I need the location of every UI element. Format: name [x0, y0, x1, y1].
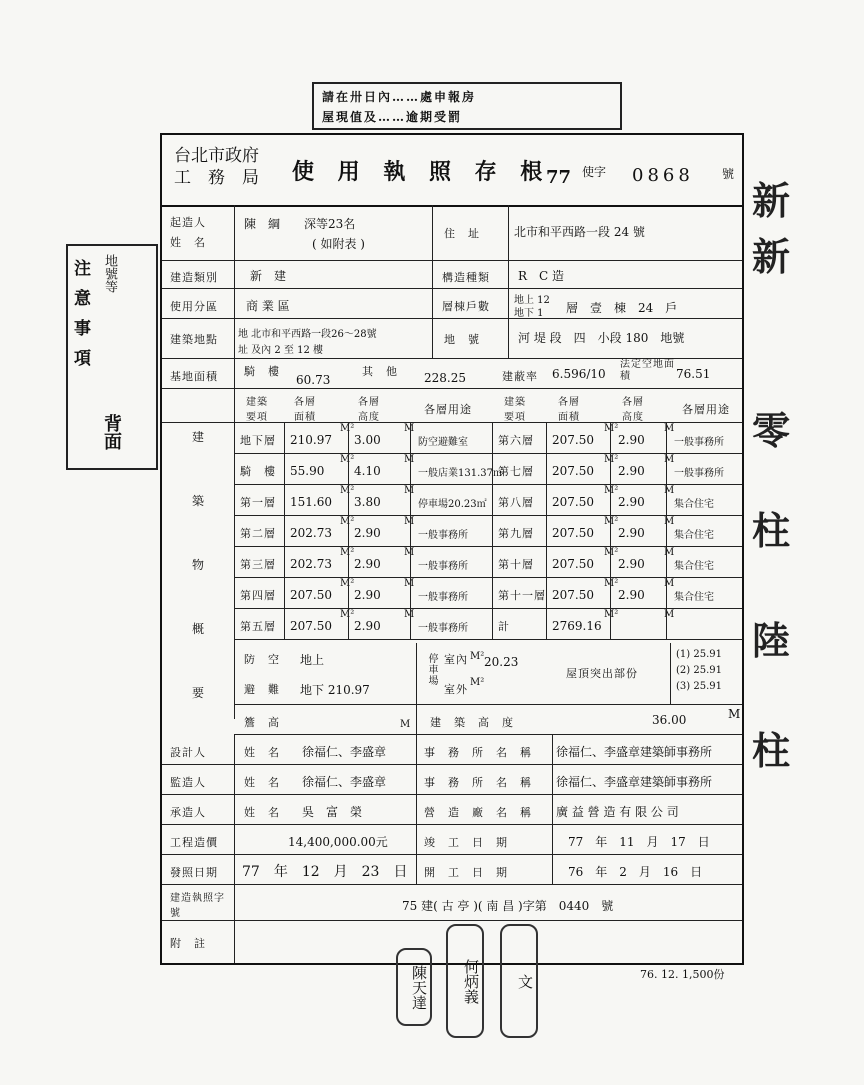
floor-use: 一般事務所: [418, 623, 468, 634]
floor-row: [234, 578, 742, 609]
floor-use: 集合住宅: [674, 499, 714, 510]
floor-use: 一般事務所: [418, 561, 468, 572]
seal-chen: 陳天達: [396, 948, 432, 1026]
note-char: 事: [74, 319, 91, 339]
roof-2: (2) 25.91: [676, 665, 722, 676]
handwriting-char: 零: [752, 408, 791, 453]
floor-use: 一般事務所: [418, 592, 468, 603]
unit-m2: M²: [340, 485, 355, 496]
structure-label: 構造種類: [442, 271, 490, 284]
permit-value: 75 建( 古 亭 )( 南 昌 )字第 0440 號: [402, 899, 614, 913]
side-label: 建: [192, 430, 205, 444]
floor-area: 2769.16: [552, 619, 602, 633]
supervisor-row: [162, 765, 742, 795]
zone-row: [162, 289, 742, 319]
floor-area: 207.50: [552, 495, 594, 509]
unit-m: M: [664, 423, 675, 434]
hdr-use: 各層用途: [424, 403, 472, 416]
unit-m2: M²: [604, 609, 619, 620]
floor-name: 第九層: [498, 527, 534, 540]
name-label: 姓 名: [244, 746, 280, 759]
handwriting-char: 新: [752, 178, 791, 223]
floor-area: 202.73: [290, 526, 332, 540]
permit-row: [162, 885, 742, 921]
unit-m: M: [404, 578, 415, 589]
seal-wen: 文: [500, 924, 538, 1038]
print-note: 76. 12. 1,500份: [640, 968, 725, 981]
far-value: 6.596/10: [552, 367, 606, 381]
floor-name: 地下層: [240, 434, 276, 447]
handwriting-char: 陸: [752, 618, 791, 663]
eave-row: [234, 705, 742, 735]
unit-m: M: [404, 547, 415, 558]
floor-area: 207.50: [552, 464, 594, 478]
unit-m: M: [664, 547, 675, 558]
floor-use: 一般事務所: [674, 437, 724, 448]
contractor-name: 吳 富 榮: [302, 805, 363, 819]
floor-use: 停車場20.23㎡: [418, 499, 487, 510]
builder-label: 起造人 姓 名: [170, 216, 206, 249]
floor-height: 2.90: [618, 464, 645, 478]
floor-name: 第八層: [498, 496, 534, 509]
unit-m2: M²: [340, 423, 355, 434]
floor-name: 第七層: [498, 465, 534, 478]
unit-m2: M²: [340, 454, 355, 465]
floor-row: [234, 516, 742, 547]
unit-m2: M²: [604, 423, 619, 434]
unit-m2: M²: [604, 578, 619, 589]
floor-height: 2.90: [618, 526, 645, 540]
supervisor-label: 監造人: [170, 776, 206, 789]
shelter-above: 地上: [300, 653, 325, 667]
floor-name: 騎 樓: [240, 465, 276, 478]
shelter-label-2: 避 難: [244, 683, 280, 696]
side-label: 築: [192, 494, 205, 508]
floor-area: 207.50: [552, 588, 594, 602]
side-note-back: 背面: [101, 414, 122, 450]
zone-label: 使用分區: [170, 300, 218, 313]
unit-m: M: [400, 719, 411, 730]
unit-m2: M²: [340, 547, 355, 558]
floor-area: 55.90: [290, 464, 325, 478]
unit-m2: M²: [340, 609, 355, 620]
floor-header-row: [162, 389, 742, 423]
floors-label: 層棟戶數: [442, 300, 490, 313]
unit-m: M: [404, 609, 415, 620]
hdr-item: 建築要項: [246, 397, 268, 423]
site-label: 建築地點: [170, 333, 218, 346]
unit-m: M: [664, 454, 675, 465]
floor-area: 207.50: [552, 557, 594, 571]
name-label: 姓 名: [244, 806, 280, 819]
unit-m2: M²: [470, 651, 485, 662]
unit-m2: M²: [604, 454, 619, 465]
floor-use: 一般事務所: [674, 468, 724, 479]
floor-use: 集合住宅: [674, 561, 714, 572]
suffix: 號: [722, 167, 735, 181]
side-note-box: [66, 244, 158, 470]
side-label: 概: [192, 622, 205, 636]
floor-row: [234, 609, 742, 640]
note-char: 意: [74, 289, 91, 309]
base-area-row: [162, 359, 742, 389]
floor-name: 第三層: [240, 558, 276, 571]
floor-height: 2.90: [618, 433, 645, 447]
cost-value: 14,400,000.00元: [288, 835, 388, 849]
hdr-item: 建築要項: [504, 397, 526, 423]
unit-m2: M²: [470, 677, 485, 688]
indoor-value: 20.23: [484, 655, 519, 669]
unit-m: M: [728, 707, 741, 721]
handwriting-char: 新: [752, 234, 791, 279]
name-label: 姓 名: [244, 776, 280, 789]
floor-area: 210.97: [290, 433, 332, 447]
floor-row: [234, 547, 742, 578]
floor-area: 207.50: [552, 526, 594, 540]
unit-m: M: [404, 485, 415, 496]
unit-m: M: [664, 578, 675, 589]
contractor-office: 廣 益 營 造 有 限 公 司: [556, 805, 679, 819]
header: [162, 135, 742, 207]
floor-height: 2.90: [354, 588, 381, 602]
roof-1: (1) 25.91: [676, 649, 722, 660]
done-date: 77 年 11 月 17 日: [568, 835, 710, 849]
designer-office: 徐福仁、李盛章建築師事務所: [556, 745, 713, 759]
floor-height: 2.90: [354, 557, 381, 571]
unit-m2: M²: [604, 485, 619, 496]
floor-use: 集合住宅: [674, 530, 714, 541]
supervisor-office: 徐福仁、李盛章建築師事務所: [556, 775, 713, 789]
address-value: 北市和平西路一段 24 號: [514, 225, 645, 239]
floor-use: 防空避難室: [418, 437, 468, 448]
arcade-label: 騎 樓: [244, 365, 280, 378]
floor-row: [234, 454, 742, 485]
note-char: 項: [74, 349, 91, 369]
supervisor-name: 徐福仁、李盛章: [302, 775, 387, 789]
notice-stamp: [312, 82, 622, 130]
floors-below: 地下 1: [514, 308, 544, 319]
side-labels: [192, 405, 204, 725]
roof-3: (3) 25.91: [676, 681, 722, 692]
stamp-line-2: 屋現值及……逾期受罰: [322, 110, 463, 124]
handwriting-char: 柱: [752, 728, 791, 773]
floor-height: 2.90: [618, 495, 645, 509]
floor-use: 一般事務所: [418, 530, 468, 541]
hdr-area: 各層面積: [294, 397, 316, 423]
outdoor-label: 室外: [444, 683, 468, 696]
floor-height: 2.90: [354, 526, 381, 540]
unit-m2: M²: [604, 516, 619, 527]
address-label: 住 址: [444, 227, 480, 240]
arcade-value: 60.73: [296, 373, 331, 387]
builder-name: 陳 綱 深等23名: [244, 217, 356, 231]
floor-height: 2.90: [618, 557, 645, 571]
remark-label: 附 註: [170, 937, 206, 950]
floor-area: 202.73: [290, 557, 332, 571]
zone-value: 商 業 區: [246, 299, 290, 313]
floor-name: 第四層: [240, 589, 276, 602]
floor-name: 第五層: [240, 620, 276, 633]
floor-use: 一般店業131.37㎡: [418, 468, 503, 479]
unit-m: M: [404, 454, 415, 465]
office-label: 事 務 所 名 稱: [424, 776, 532, 789]
doc-title: 使 用 執 照 存 根: [292, 159, 551, 185]
contractor-row: [162, 795, 742, 825]
contractor-label: 承造人: [170, 806, 206, 819]
issuer: 台北市政府 工 務 局: [174, 146, 259, 188]
permit-number: 0868: [632, 165, 694, 186]
floor-name: 第一層: [240, 496, 276, 509]
unit-m: M: [664, 516, 675, 527]
parking-label: 停車場: [426, 653, 437, 686]
floor-name: 第二層: [240, 527, 276, 540]
side-note-text: 地號等: [102, 254, 117, 293]
eave-label: 簷 高: [244, 716, 280, 729]
unit-m2: M²: [340, 516, 355, 527]
issue-label: 發照日期: [170, 866, 218, 879]
site-line-1: 地 北市和平西路一段26～28號: [238, 329, 377, 340]
floor-area: 207.50: [552, 433, 594, 447]
unit-m: M: [404, 516, 415, 527]
base-area-label: 基地面積: [170, 370, 218, 383]
floors-unit: 層 壹 棟 24 戶: [566, 301, 678, 315]
floor-area: 151.60: [290, 495, 332, 509]
floor-row: [234, 423, 742, 454]
side-note-title: [74, 254, 92, 374]
shelter-below: 地下 210.97: [300, 683, 370, 697]
builder-note: ( 如附表 ): [312, 237, 365, 251]
note-char: 注: [74, 259, 91, 279]
start-label: 開 工 日 期: [424, 866, 508, 879]
other-value: 228.25: [424, 371, 466, 385]
seal-he: 何炳義: [446, 924, 484, 1038]
shelter-label-1: 防 空: [244, 653, 280, 666]
floor-name: 計: [498, 620, 510, 633]
floor-area: 207.50: [290, 588, 332, 602]
floor-height: 3.80: [354, 495, 381, 509]
open-label: 法定空地面積: [620, 359, 675, 382]
height-value: 36.00: [652, 713, 687, 727]
other-label: 其 他: [362, 365, 398, 378]
prefix: 使字: [582, 165, 607, 179]
office-label: 事 務 所 名 稱: [424, 746, 532, 759]
issue-date: 77 年 12 月 23 日: [242, 864, 408, 880]
floor-name: 第六層: [498, 434, 534, 447]
floor-height: 3.00: [354, 433, 381, 447]
structure-value: R C 造: [518, 269, 565, 283]
unit-m2: M²: [604, 547, 619, 558]
stamp-line-1: 請在卅日內……處申報房: [322, 90, 477, 104]
side-label: 要: [192, 686, 205, 700]
floor-use: 集合住宅: [674, 592, 714, 603]
year: 77: [546, 167, 572, 188]
open-value: 76.51: [676, 367, 711, 381]
start-date: 76 年 2 月 16 日: [568, 865, 703, 879]
hdr-use: 各層用途: [682, 403, 730, 416]
floor-height: 2.90: [354, 619, 381, 633]
hdr-height: 各層高度: [358, 397, 380, 423]
side-label: 物: [192, 558, 205, 572]
height-label: 建 築 高 度: [430, 716, 514, 729]
roof-label: 屋頂突出部份: [566, 667, 638, 680]
far-label: 建蔽率: [502, 370, 538, 383]
type-label: 建造類別: [170, 271, 218, 284]
permit-label: 建造執照字 號: [170, 893, 247, 919]
hdr-area: 各層面積: [558, 397, 580, 423]
floor-name: 第十一層: [498, 589, 546, 602]
lot-label: 地 號: [444, 333, 480, 346]
floor-area: 207.50: [290, 619, 332, 633]
unit-m: M: [664, 485, 675, 496]
designer-name: 徐福仁、李盛章: [302, 745, 387, 759]
issue-row: [162, 855, 742, 885]
unit-m: M: [664, 609, 675, 620]
type-row: [162, 261, 742, 289]
cost-label: 工程造價: [170, 836, 218, 849]
permit-stub: [160, 133, 744, 965]
site-line-2: 址 及內 2 至 12 樓: [238, 345, 323, 356]
type-value: 新 建: [250, 269, 287, 283]
floor-height: 2.90: [618, 588, 645, 602]
builder-row: [162, 205, 742, 261]
site-row: [162, 319, 742, 359]
floor-row: [234, 485, 742, 516]
unit-m2: M²: [340, 578, 355, 589]
floor-name: 第十層: [498, 558, 534, 571]
designer-label: 設計人: [170, 746, 206, 759]
lot-value: 河 堤 段 四 小段 180 地號: [518, 331, 685, 345]
floor-height: 4.10: [354, 464, 381, 478]
unit-m: M: [404, 423, 415, 434]
indoor-label: 室內: [444, 653, 468, 666]
floors-above: 地上 12: [514, 295, 550, 306]
hdr-height: 各層高度: [622, 397, 644, 423]
cost-row: [162, 825, 742, 855]
designer-row: [162, 735, 742, 765]
shelter-row: [234, 643, 742, 705]
handwriting-char: 柱: [752, 508, 791, 553]
office-label: 營 造 廠 名 稱: [424, 806, 532, 819]
done-label: 竣 工 日 期: [424, 836, 508, 849]
